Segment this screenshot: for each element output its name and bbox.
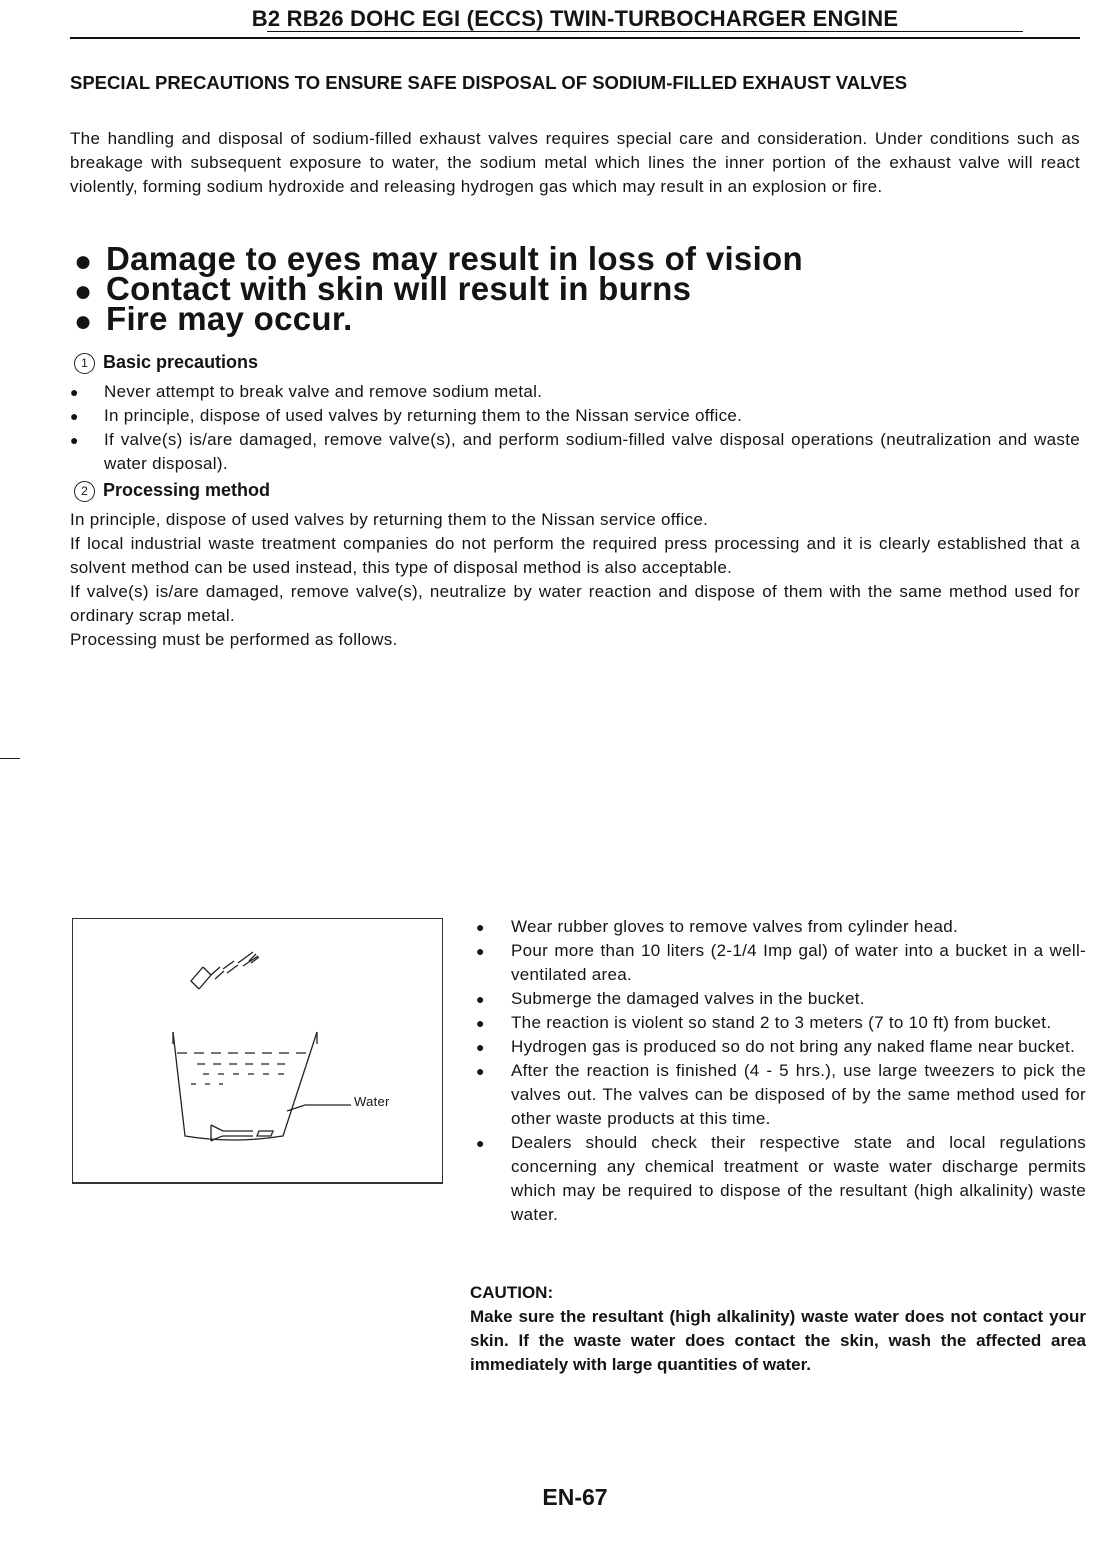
bullet-icon: ● — [476, 1135, 485, 1151]
bucket-illustration — [72, 918, 443, 1184]
intro-paragraph: The handling and disposal of sodium-filled exhaust valves requires special care and consideration. Under conditions such as breakage with subsequent exposure to water, the sodium metal which lines the inner portion of the exhaust valve will react violently, forming sodium hydroxide and releasing hydrogen gas which may result in an explosion or fire. — [70, 129, 1080, 196]
list-item-text: Pour more than 10 liters (2-1/4 Imp gal) of water into a bucket in a well-ventilated area. — [511, 941, 1086, 984]
page-number: EN-67 — [542, 1484, 608, 1510]
list-item — [70, 404, 1080, 428]
list-item-text: Submerge the damaged valves in the bucket. — [511, 989, 865, 1008]
paragraph: Processing must be performed as follows. — [70, 630, 398, 649]
basic-precautions-heading — [74, 350, 258, 374]
list-item — [476, 915, 1086, 939]
warning-list — [72, 240, 1082, 338]
bullet-icon: ● — [476, 1063, 485, 1079]
bucket-icon — [173, 1032, 317, 1140]
header-title-underline — [267, 31, 1023, 32]
bullet-icon: ● — [74, 305, 93, 338]
label-leader-line — [287, 1105, 351, 1111]
basic-precautions-list — [70, 380, 1080, 476]
circled-number-icon: 1 — [74, 353, 95, 374]
caution-title: CAUTION: — [470, 1283, 554, 1302]
section-title: SPECIAL PRECAUTIONS TO ENSURE SAFE DISPOSAL OF SODIUM-FILLED EXHAUST VALVES — [70, 72, 908, 93]
list-item — [476, 939, 1086, 987]
warning-item — [72, 240, 1082, 278]
bullet-icon: ● — [74, 275, 93, 308]
paragraph: If local industrial waste treatment companies do not perform the required press processing and it is clearly established that a solvent method can be used instead, this type of disposal method is also acceptable. — [70, 534, 1080, 577]
bullet-icon: ● — [74, 245, 93, 278]
bullet-icon: ● — [476, 1039, 485, 1055]
margin-tick-mark — [0, 758, 20, 759]
list-item-text: Hydrogen gas is produced so do not bring any naked flame near bucket. — [511, 1037, 1076, 1056]
bullet-icon: ● — [476, 991, 485, 1007]
bullet-icon: ● — [476, 919, 485, 935]
list-item — [476, 1059, 1086, 1131]
warning-text: Damage to eyes may result in loss of vision — [106, 240, 803, 277]
bucket-illustration-drawing — [73, 919, 444, 1185]
bullet-icon: ● — [70, 408, 79, 424]
list-item — [70, 428, 1080, 476]
bullet-icon: ● — [476, 943, 485, 959]
warning-text: Contact with skin will result in burns — [106, 270, 692, 307]
page-header — [70, 4, 1080, 39]
paragraph: If valve(s) is/are damaged, remove valve(s), neutralize by water reaction and dispose of them with the same method used for ordinary scrap metal. — [70, 582, 1080, 625]
bullet-icon: ● — [70, 384, 79, 400]
bullet-icon: ● — [476, 1015, 485, 1031]
list-item — [476, 987, 1086, 1011]
valve-icon — [191, 952, 259, 989]
list-item-text: Dealers should check their respective state and local regulations concerning any chemical treatment or waste water discharge permits which may be required to dispose of the resultant (high alkalinity) waste water. — [511, 1133, 1086, 1224]
list-item-text: In principle, dispose of used valves by returning them to the Nissan service office. — [104, 406, 743, 425]
list-item-text: Never attempt to break valve and remove sodium metal. — [104, 382, 543, 401]
subheading-text: Processing method — [103, 480, 271, 500]
list-item-text: If valve(s) is/are damaged, remove valve(s), and perform sodium-filled valve disposal operations (neutralization and waste water disposal). — [104, 430, 1080, 473]
disposal-steps-list — [476, 915, 1086, 1227]
processing-method-text — [70, 508, 1080, 652]
list-item-text: Wear rubber gloves to remove valves from cylinder head. — [511, 917, 959, 936]
list-item — [70, 380, 1080, 404]
list-item-text: After the reaction is finished (4 - 5 hrs.), use large tweezers to pick the valves out. The valves can be disposed of by the same method used for other waste products at this time. — [511, 1061, 1086, 1128]
subheading-text: Basic precautions — [103, 352, 259, 372]
bullet-icon: ● — [70, 432, 79, 448]
warning-item — [72, 270, 1082, 308]
circled-number-icon: 2 — [74, 481, 95, 502]
warning-text: Fire may occur. — [106, 300, 353, 337]
caution-text: Make sure the resultant (high alkalinity) waste water does not contact your skin. If the waste water does contact the skin, wash the affected area immediately with large quantities of water. — [470, 1307, 1086, 1374]
header-title: B2 RB26 DOHC EGI (ECCS) TWIN-TURBOCHARGER ENGINE — [251, 6, 899, 31]
processing-method-heading — [74, 478, 270, 502]
list-item — [476, 1131, 1086, 1227]
warning-item — [72, 300, 1082, 338]
paragraph: In principle, dispose of used valves by returning them to the Nissan service office. — [70, 510, 709, 529]
list-item — [476, 1035, 1086, 1059]
list-item — [476, 1011, 1086, 1035]
water-label: Water — [354, 1094, 390, 1109]
list-item-text: The reaction is violent so stand 2 to 3 meters (7 to 10 ft) from bucket. — [511, 1013, 1052, 1032]
